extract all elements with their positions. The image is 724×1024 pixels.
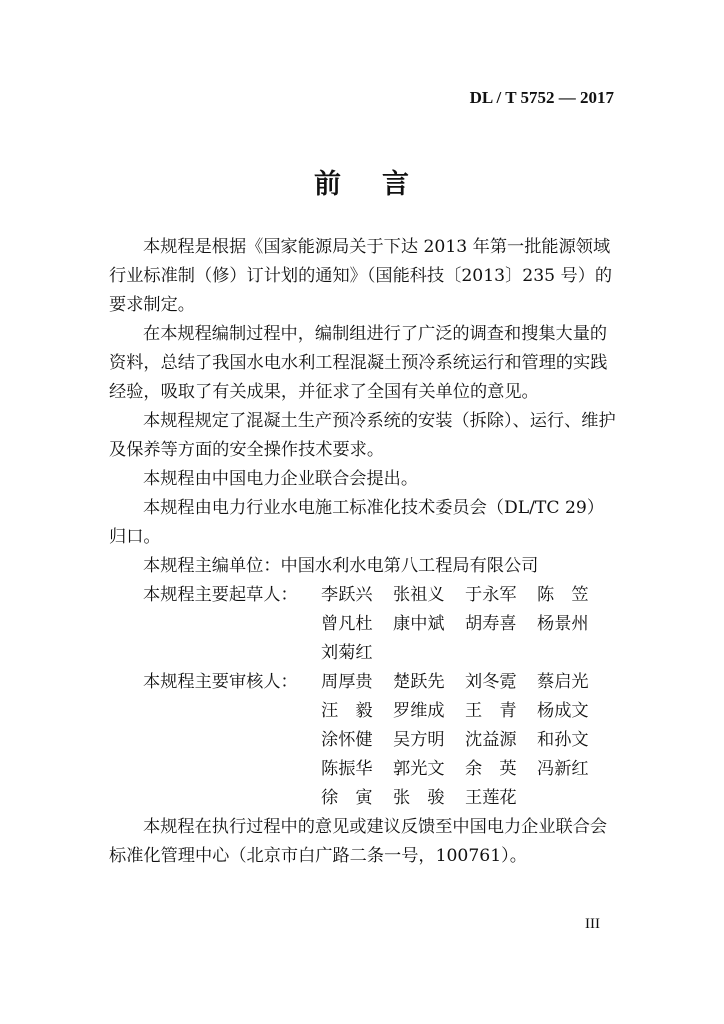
standard-code: DL / T 5752 — 2017 xyxy=(469,88,614,107)
reviewers-row xyxy=(109,755,617,784)
reviewer-name: 王 青 xyxy=(465,701,517,721)
reviewer-name: 郭光文 xyxy=(393,759,445,779)
reviewer-name: 蔡启光 xyxy=(537,672,589,692)
reviewer-name: 张 骏 xyxy=(393,788,445,808)
drafters-row xyxy=(109,639,617,668)
reviewer-name: 和孙文 xyxy=(537,730,589,750)
reviewer-name: 徐 寅 xyxy=(321,788,373,808)
drafters-row xyxy=(109,581,617,610)
reviewer-name: 汪 毅 xyxy=(321,701,373,721)
reviewer-name: 楚跃先 xyxy=(393,672,445,692)
reviewer-name: 陈振华 xyxy=(321,759,373,779)
reviewer-name: 王莲花 xyxy=(465,788,517,808)
drafters-list xyxy=(109,581,617,668)
title-char-right: 言 xyxy=(382,169,410,200)
paragraph-administration: 本规程由电力行业水电施工标准化技术委员会（DL/TC 29）归口。 xyxy=(109,498,605,547)
reviewer-name: 罗维成 xyxy=(393,701,445,721)
page-number: III xyxy=(585,916,600,932)
drafter-name: 刘菊红 xyxy=(321,643,373,663)
drafters-label: 本规程主要起草人： xyxy=(143,585,298,605)
reviewer-name: 杨成文 xyxy=(537,701,589,721)
drafter-name: 于永军 xyxy=(465,585,517,605)
drafters-row xyxy=(109,610,617,639)
paragraph-feedback: 本规程在执行过程中的意见或建议反馈至中国电力企业联合会标准化管理中心（北京市白广路二条一号，100761）。 xyxy=(109,817,608,866)
drafter-name: 李跃兴 xyxy=(321,585,373,605)
page-title xyxy=(0,162,724,201)
paragraph-basis: 本规程是根据《国家能源局关于下达 2013 年第一批能源领域行业标准制（修）订计划的通知》（国能科技〔2013〕235 号）的要求制定。 xyxy=(109,237,613,315)
reviewers-row xyxy=(109,668,617,697)
preface-body xyxy=(109,233,617,871)
reviewers-row xyxy=(109,697,617,726)
drafter-name: 曾凡杜 xyxy=(321,614,373,634)
title-char-left: 前 xyxy=(314,169,342,200)
paragraph-chief-unit: 本规程主编单位：中国水利水电第八工程局有限公司 xyxy=(143,556,539,576)
reviewer-name: 周厚贵 xyxy=(321,672,373,692)
reviewer-name: 刘冬霓 xyxy=(465,672,517,692)
reviewer-name: 涂怀健 xyxy=(321,730,373,750)
reviewers-label: 本规程主要审核人： xyxy=(143,672,298,692)
paragraph-scope: 本规程规定了混凝土生产预冷系统的安装（拆除）、运行、维护及保养等方面的安全操作技术要求。 xyxy=(109,411,616,460)
drafter-name: 张祖义 xyxy=(393,585,445,605)
reviewers-row xyxy=(109,726,617,755)
reviewers-row xyxy=(109,784,617,813)
reviewers-list xyxy=(109,668,617,813)
reviewer-name: 沈益源 xyxy=(465,730,517,750)
paragraph-process: 在本规程编制过程中，编制组进行了广泛的调查和搜集大量的资料，总结了我国水电水利工程混凝土预冷系统运行和管理的实践经验，吸取了有关成果，并征求了全国有关单位的意见。 xyxy=(109,324,608,402)
drafter-name: 杨景州 xyxy=(537,614,589,634)
reviewer-name: 吴方明 xyxy=(393,730,445,750)
reviewer-name: 冯新红 xyxy=(537,759,589,779)
reviewer-name: 余 英 xyxy=(465,759,517,779)
paragraph-proposer: 本规程由中国电力企业联合会提出。 xyxy=(143,469,419,489)
drafter-name: 康中斌 xyxy=(393,614,445,634)
drafter-name: 胡寿喜 xyxy=(465,614,517,634)
drafter-name: 陈 笠 xyxy=(537,585,589,605)
